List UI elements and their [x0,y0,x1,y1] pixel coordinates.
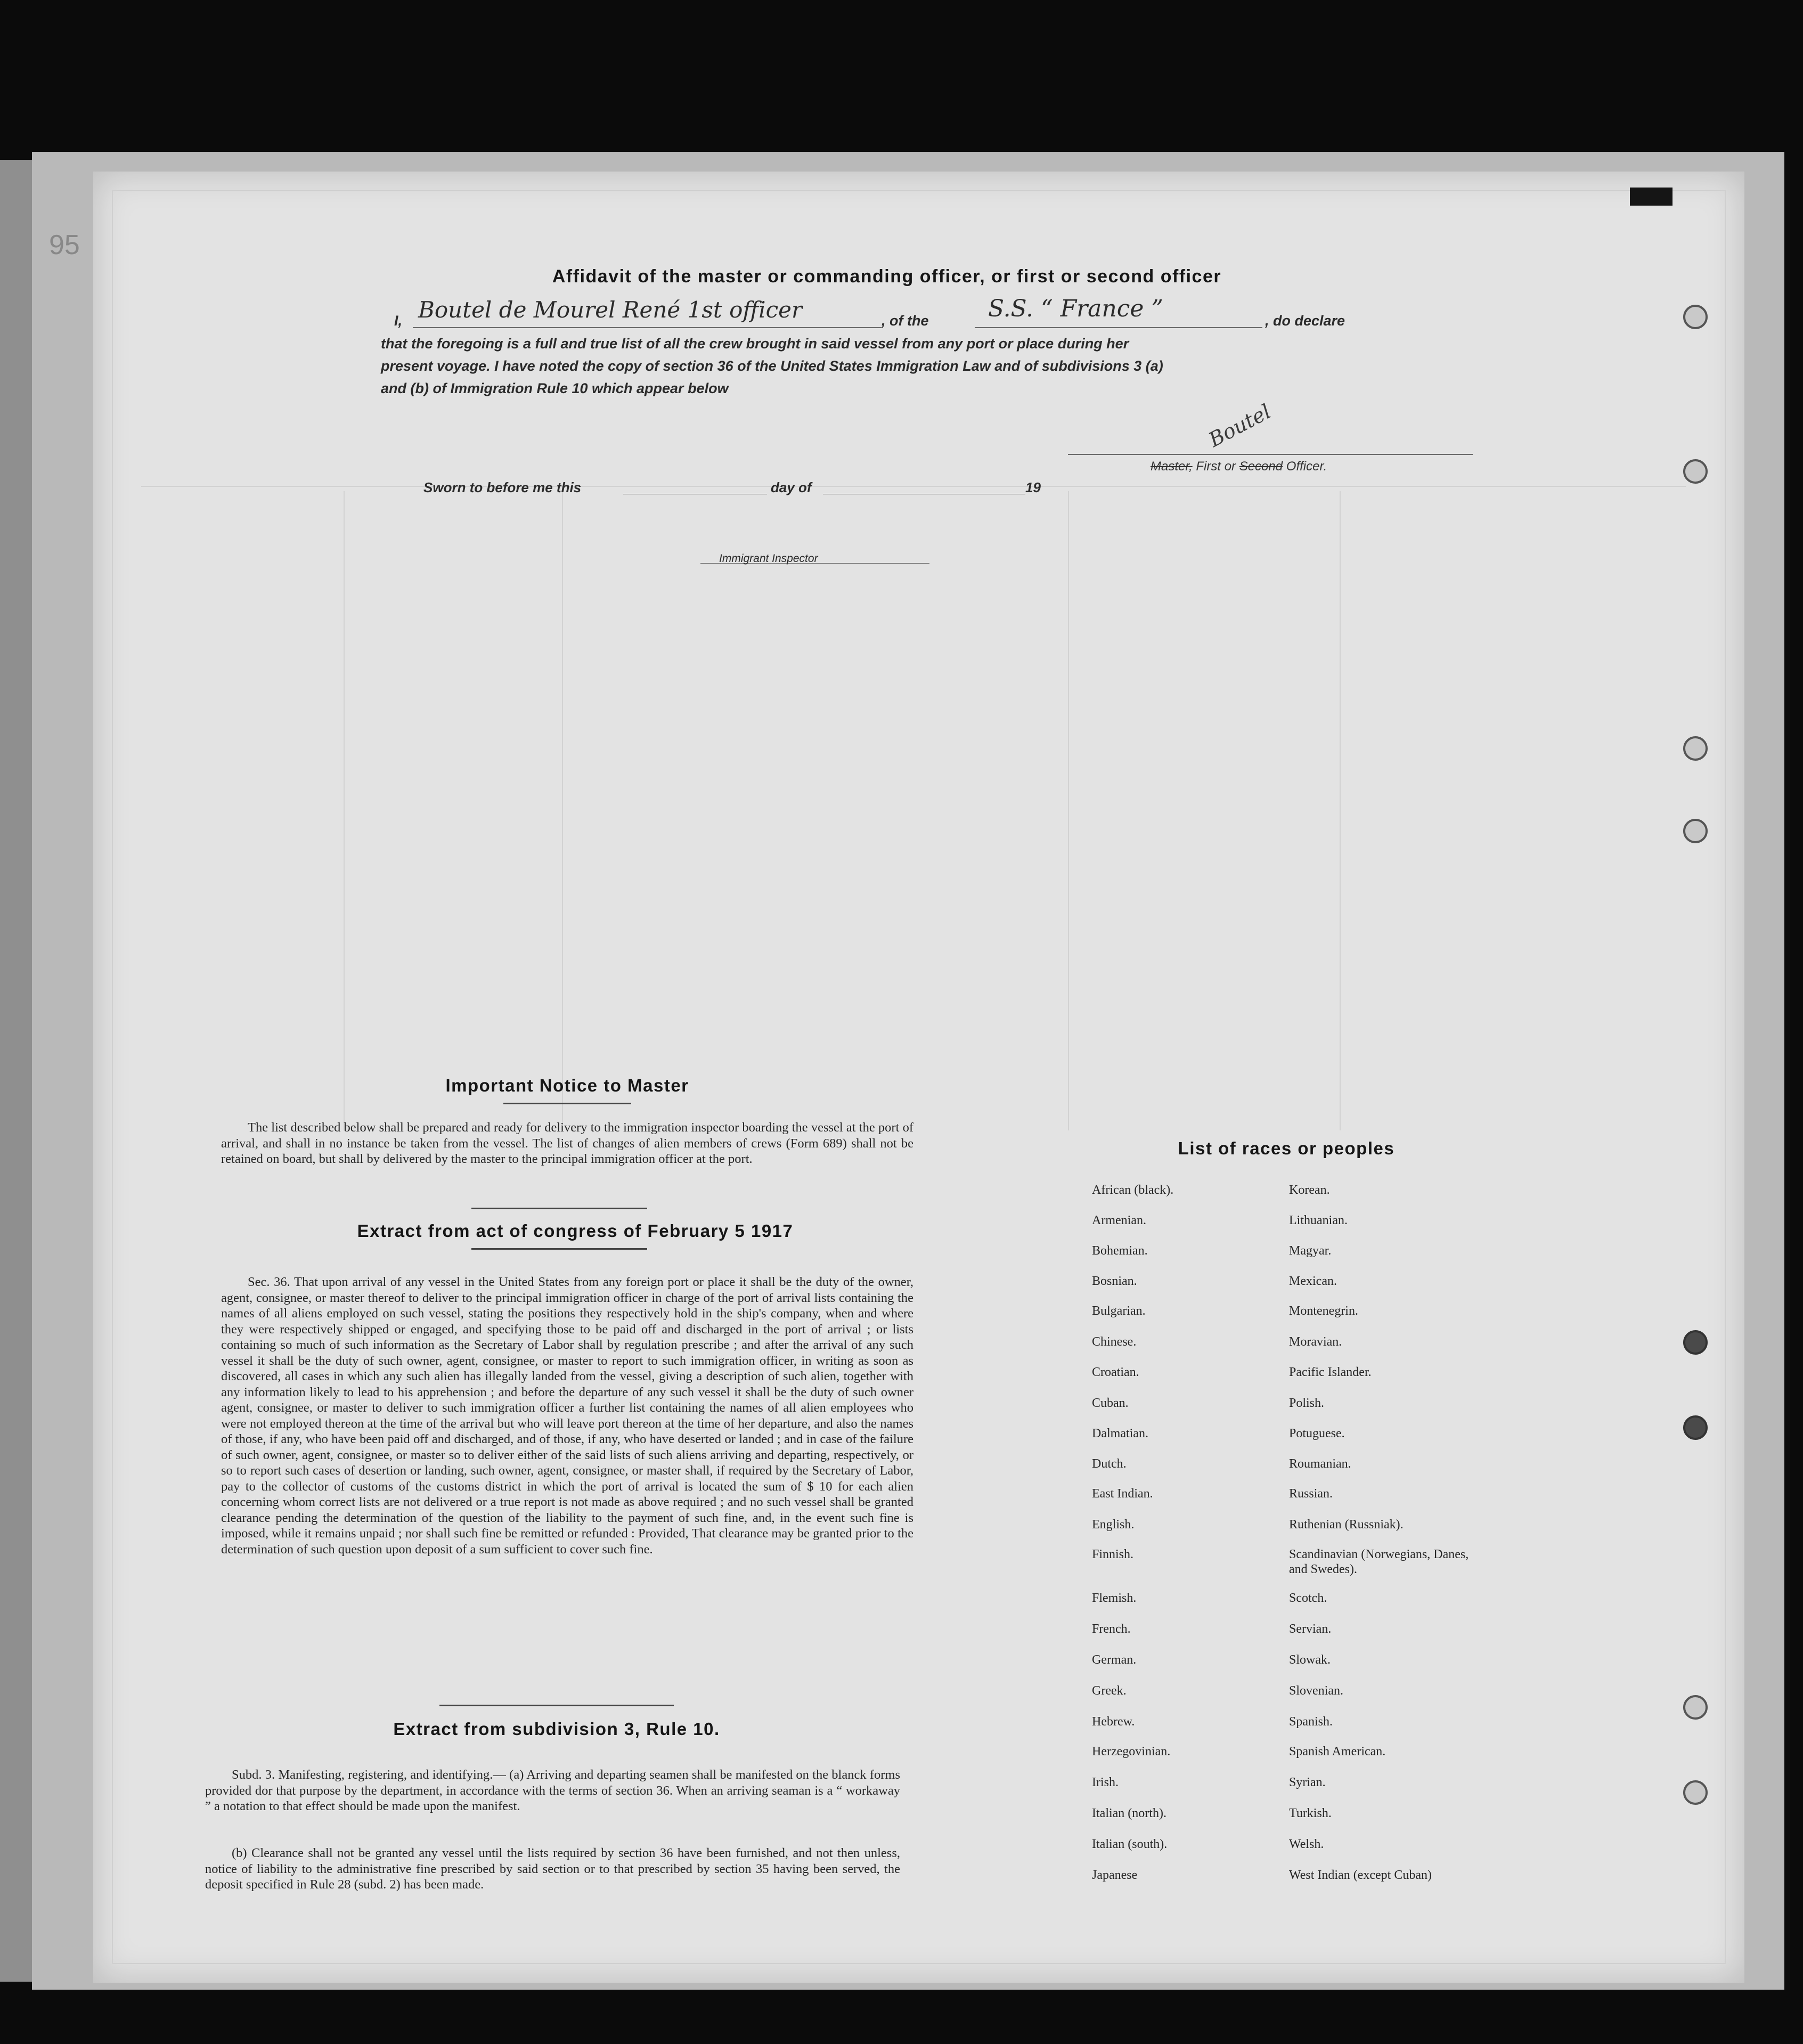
signer-prefix: Master, [1151,459,1193,474]
act-title-rule-bottom [471,1248,647,1250]
race-item: Japanese [1092,1868,1138,1882]
race-item: African (black). [1092,1183,1174,1197]
race-item: Chinese. [1092,1335,1137,1349]
inspector-label: Immigrant Inspector [719,552,818,565]
race-item: Korean. [1289,1183,1330,1197]
affidavit-i-label: I, [394,313,403,329]
vessel-handwritten: S.S. “ France ” [988,295,1163,322]
race-item: Polish. [1289,1396,1325,1410]
signature-line [1068,454,1473,455]
rule-title: Extract from subdivision 3, Rule 10. [393,1719,720,1739]
race-item: German. [1092,1653,1137,1667]
race-item: Armenian. [1092,1214,1146,1227]
race-item: Mexican. [1289,1274,1337,1288]
manifest-sheet [93,172,1744,1983]
race-item: English. [1092,1518,1135,1532]
bleed-line [344,491,345,1130]
bleed-line [1068,491,1069,1130]
rule-title-rule [439,1705,674,1706]
race-item: Greek. [1092,1684,1127,1698]
rule-text-a: Subd. 3. Manifesting, registering, and identifying.— (a) Arriving and departing seamen shall be manifested on the blanck forms provided dor that purpose by the department, in accordance with the terms of section 36. When an arriving seaman is a “ workaway ” a notation to that effect should be made upon the manifest. [205,1768,900,1813]
officer-name-handwritten: Boutel de Mourel René 1st officer [418,297,803,323]
race-item: Spanish. [1289,1715,1333,1729]
declaration-line-2: present voyage. I have noted the copy of section 36 of the United States Immigration Law and of subdivisions 3 (a) [381,358,1163,374]
race-item: Scandinavian (Norwegians, Danes, and Swedes). [1289,1548,1469,1576]
do-declare-label: , do declare [1265,313,1345,329]
race-item: Dalmatian. [1092,1427,1148,1440]
race-item: Scotch. [1289,1591,1327,1605]
bleed-line [562,491,563,1130]
binder-hole [1683,1695,1708,1720]
race-item: Moravian. [1289,1335,1342,1349]
act-title: Extract from act of congress of February 5 1917 [357,1221,794,1241]
binder-hole [1683,819,1708,843]
race-item: East Indian. [1092,1487,1153,1501]
race-item: Bosnian. [1092,1274,1137,1288]
signer-suffix: Officer. [1283,459,1327,474]
race-item: West Indian (except Cuban) [1289,1868,1432,1882]
race-item: Italian (south). [1092,1837,1168,1851]
race-item: Bohemian. [1092,1244,1148,1258]
binder-hole [1683,736,1708,761]
race-item: Ruthenian (Russniak). [1289,1518,1404,1532]
race-item: Hebrew. [1092,1715,1135,1729]
race-item: French. [1092,1622,1131,1636]
race-item: Lithuanian. [1289,1214,1348,1227]
race-item: Servian. [1289,1622,1332,1636]
race-item: Spanish American. [1289,1745,1386,1758]
of-the-label: , of the [882,313,929,329]
affidavit-title: Affidavit of the master or commanding officer, or first or second officer [552,266,1222,287]
binder-hole [1683,1780,1708,1805]
race-item: Welsh. [1289,1837,1324,1851]
race-item: Slowak. [1289,1653,1331,1667]
binder-hole [1683,459,1708,484]
officer-signature: Boutel [1204,400,1275,452]
race-item: Italian (north). [1092,1806,1166,1820]
notice-title-rule [503,1103,631,1104]
binder-hole [1683,1330,1708,1355]
race-item: Turkish. [1289,1806,1332,1820]
binder-hole [1683,1415,1708,1440]
race-item: Magyar. [1289,1244,1332,1258]
race-item: Finnish. [1092,1548,1134,1561]
bleed-line [141,486,1686,487]
race-item: Slovenian. [1289,1684,1343,1698]
act-title-rule-top [471,1208,647,1209]
race-item: Irish. [1092,1776,1119,1789]
signer-title [1151,459,1327,474]
sheet-tab [1630,188,1673,206]
notice-title: Important Notice to Master [445,1076,689,1095]
notice-text: The list described below shall be prepared and ready for delivery to the immigration inspector boarding the vessel at the port of arrival, and shall in no instance be taken from the vessel. The list of changes of alien members of crews (Form 689) shall not be retained on board, but shall by delivered by the master to the principal immigration officer at the port. [221,1120,913,1166]
officer-name-line [413,327,882,328]
race-item: Syrian. [1289,1776,1326,1789]
page-number-left: 95 [49,230,80,260]
signer-struck: Second [1239,459,1283,474]
vessel-line [975,327,1262,328]
races-title: List of races or peoples [1178,1138,1395,1158]
race-item: Croatian. [1092,1365,1139,1379]
race-item: Roumanian. [1289,1457,1351,1471]
act-text: Sec. 36. That upon arrival of any vessel in the United States from any foreign port or place it shall be the duty of the owner, agent, consignee, or master thereof to deliver to the principal immigration officer in charge of the port of arrival lists containing the names of all aliens employed on such vessel, stating the positions they respectively hold in the ship's company, when and where they were respectively shipped or engaged, and specifying those to be paid off and discharged in the port of arrival ; or lists containing so much of such information as the Secretary of Labor shall by regulation prescribe ; and after the arrival of any such vessel it shall be the duty of such owner, agent, consignee, or master to report to such immigration officer, in writing as soon as discovered, all cases in which any such alien has illegally landed from the vessel, giving a description of such alien, together with any information likely to lead to his apprehension ; and before the departure of any such vessel it shall be the duty of such owner agent, consignee, or master to deliver to such immigration officer a further list containing the names of all alien employees who were not employed thereon at the time of the arrival but who will leave port thereon at the time of her departure, and also the names of those, if any, who have been paid off and discharged, and of those, if any, who have deserted or landed ; and in case of the failure of such owner, agent, consignee, or master so to deliver either of the said lists of such aliens arriving and departing, respectively, or so to report such cases of desertion or landing, such owner, agent, consignee, or master shall, if required by the Secretary of Labor, pay to the collector of customs of the customs district in which the port of arrival is located the sum of $ 10 for each alien concerning whom correct lists are not delivered or a true report is not made as above required ; and no such vessel shall be granted clearance pending the determination of the question of the liability to the payment of such fine, and, in the event such fine is imposed, while it remains unpaid ; nor shall such fine be remitted or refunded : Provided, That clearance may be granted prior to the determination of such question upon deposit of a sum sufficient to cover such fine. [221,1275,913,1557]
race-item: Herzegovinian. [1092,1745,1171,1758]
race-item: Russian. [1289,1487,1333,1501]
race-item: Montenegrin. [1289,1304,1358,1318]
race-item: Potuguese. [1289,1427,1345,1440]
race-item: Bulgarian. [1092,1304,1146,1318]
declaration-line-3: and (b) of Immigration Rule 10 which appear below [381,380,729,396]
rule-text-b: (b) Clearance shall not be granted any vessel until the lists required by section 36 have been furnished, and not then unless, notice of liability to the administrative fine prescribed by said section or to that prescribed by section 35 having been served, the deposit specified in Rule 28 (subd. 2) has been made. [205,1846,900,1892]
sworn-label: Sworn to before me this [423,479,582,495]
day-of-label: day of [771,479,812,495]
sheet-border [112,190,1726,1964]
binder-hole [1683,305,1708,329]
race-item: Cuban. [1092,1396,1129,1410]
declaration-line-1: that the foregoing is a full and true list of all the crew brought in said vessel from any port or place during her [381,336,1129,352]
signer-middle: First or [1192,459,1239,474]
race-item: Pacific Islander. [1289,1365,1372,1379]
year-label: 19 [1025,479,1041,495]
race-item: Flemish. [1092,1591,1137,1605]
bleed-line [1340,491,1341,1130]
race-item: Dutch. [1092,1457,1127,1471]
